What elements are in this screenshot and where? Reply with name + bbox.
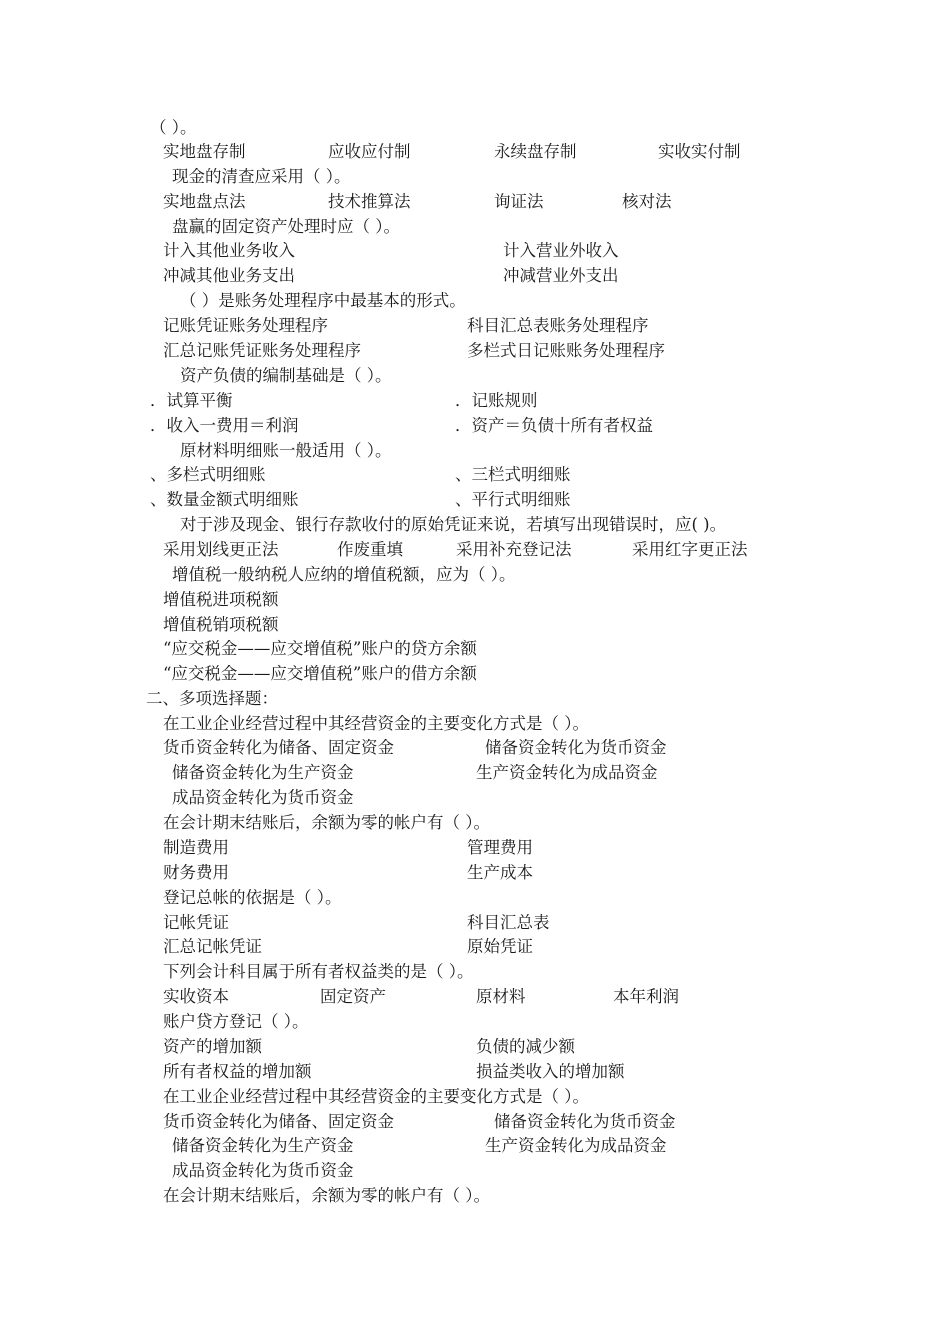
text-line-35 [0, 959, 950, 984]
text-segment: 冲减其他业务支出 [163, 266, 295, 285]
text-segment: 采用划线更正法 [163, 540, 279, 559]
text-segment: 、多栏式明细账 [150, 465, 266, 484]
text-line-10 [0, 338, 950, 363]
text-line-22 [0, 636, 950, 661]
text-segment: 下列会计科目属于所有者权益类的是（ ）。 [163, 962, 474, 981]
text-segment: 记帐凭证 [163, 913, 229, 932]
text-segment: 货币资金转化为储备、固定资金 [163, 738, 394, 757]
text-segment: 生产资金转化为成品资金 [485, 1136, 667, 1155]
text-line-26 [0, 735, 950, 760]
text-segment: 询证法 [494, 192, 544, 211]
text-segment: 制造费用 [163, 838, 229, 857]
text-line-13 [0, 413, 950, 438]
text-segment: 记账凭证账务处理程序 [163, 316, 328, 335]
text-segment: 储备资金转化为生产资金 [172, 763, 354, 782]
text-segment: 实地盘点法 [163, 192, 246, 211]
text-line-34 [0, 934, 950, 959]
text-segment: 生产成本 [467, 863, 533, 882]
text-line-21 [0, 612, 950, 637]
text-line-3 [0, 164, 950, 189]
text-line-11 [0, 363, 950, 388]
text-segment: 二、多项选择题： [146, 689, 278, 708]
text-segment: 在会计期末结账后，余额为零的帐户有（ ）。 [163, 813, 490, 832]
text-line-30 [0, 835, 950, 860]
text-segment: 现金的清查应采用（ ）。 [172, 167, 351, 186]
text-segment: 资产的增加额 [163, 1037, 262, 1056]
text-segment: 原材料明细账一般适用（ ）。 [180, 441, 392, 460]
text-segment: 所有者权益的增加额 [163, 1062, 312, 1081]
text-segment: 增值税一般纳税人应纳的增值税额，应为（ ）。 [172, 565, 516, 584]
text-line-38 [0, 1034, 950, 1059]
text-segment: 储备资金转化为生产资金 [172, 1136, 354, 1155]
text-segment: ．记账规则 [455, 391, 538, 410]
text-line-25 [0, 711, 950, 736]
text-line-42 [0, 1133, 950, 1158]
text-segment: （ ）是账务处理程序中最基本的形式。 [180, 291, 466, 310]
text-line-6 [0, 238, 950, 263]
text-line-29 [0, 810, 950, 835]
text-segment: 资产负债的编制基础是（ ）。 [180, 366, 392, 385]
text-line-41 [0, 1109, 950, 1134]
text-segment: 储备资金转化为货币资金 [485, 738, 667, 757]
text-line-16 [0, 487, 950, 512]
text-segment: 、数量金额式明细账 [150, 490, 299, 509]
text-segment: 冲减营业外支出 [503, 266, 619, 285]
text-line-33 [0, 910, 950, 935]
text-segment: 盘赢的固定资产处理时应（ ）。 [172, 217, 400, 236]
text-line-24 [0, 686, 950, 711]
text-segment: “应交税金——应交增值税”账户的借方余额 [163, 664, 477, 683]
text-line-4 [0, 189, 950, 214]
text-segment: 成品资金转化为货币资金 [172, 1161, 354, 1180]
text-segment: 实收实付制 [658, 142, 741, 161]
text-segment: 、三栏式明细账 [455, 465, 571, 484]
text-segment: 生产资金转化为成品资金 [476, 763, 658, 782]
text-segment: 损益类收入的增加额 [476, 1062, 625, 1081]
text-segment: 储备资金转化为货币资金 [494, 1112, 676, 1131]
text-segment: 核对法 [622, 192, 672, 211]
text-line-7 [0, 263, 950, 288]
text-line-8 [0, 288, 950, 313]
text-segment: 技术推算法 [328, 192, 411, 211]
text-line-44 [0, 1183, 950, 1208]
text-segment: 科目汇总表账务处理程序 [467, 316, 649, 335]
text-line-18 [0, 537, 950, 562]
text-line-1 [0, 115, 950, 140]
text-line-5 [0, 214, 950, 239]
text-segment: 在会计期末结账后，余额为零的帐户有（ ）。 [163, 1186, 490, 1205]
text-line-28 [0, 785, 950, 810]
text-segment: 汇总记账凭证账务处理程序 [163, 341, 361, 360]
text-segment: 计入其他业务收入 [163, 241, 295, 260]
text-segment: ．收入一费用＝利润 [150, 416, 299, 435]
text-segment: 采用红字更正法 [632, 540, 748, 559]
text-segment: 应收应付制 [328, 142, 411, 161]
text-segment: 多栏式日记账账务处理程序 [467, 341, 665, 360]
text-line-23 [0, 661, 950, 686]
text-segment: 成品资金转化为货币资金 [172, 788, 354, 807]
text-segment: 固定资产 [320, 987, 386, 1006]
text-line-14 [0, 438, 950, 463]
text-segment: 增值税销项税额 [163, 615, 279, 634]
text-line-15 [0, 462, 950, 487]
text-line-9 [0, 313, 950, 338]
text-segment: 账户贷方登记（ ）。 [163, 1012, 309, 1031]
text-segment: ．试算平衡 [150, 391, 233, 410]
text-segment: 本年利润 [613, 987, 679, 1006]
text-segment: 对于涉及现金、银行存款收付的原始凭证来说，若填写出现错误时，应( )。 [180, 515, 727, 534]
text-line-2 [0, 139, 950, 164]
text-segment: 在工业企业经营过程中其经营资金的主要变化方式是（ ）。 [163, 1087, 589, 1106]
text-line-12 [0, 388, 950, 413]
text-segment: （ ）。 [150, 118, 197, 137]
text-segment: ．资产＝负债十所有者权益 [455, 416, 653, 435]
text-line-39 [0, 1059, 950, 1084]
text-segment: 在工业企业经营过程中其经营资金的主要变化方式是（ ）。 [163, 714, 589, 733]
text-line-27 [0, 760, 950, 785]
text-segment: 原始凭证 [467, 937, 533, 956]
text-segment: 管理费用 [467, 838, 533, 857]
text-segment: 财务费用 [163, 863, 229, 882]
text-segment: 实收资本 [163, 987, 229, 1006]
text-line-20 [0, 587, 950, 612]
text-segment: “应交税金——应交增值税”账户的贷方余额 [163, 639, 477, 658]
text-segment: 科目汇总表 [467, 913, 550, 932]
text-line-32 [0, 885, 950, 910]
text-line-17 [0, 512, 950, 537]
text-line-36 [0, 984, 950, 1009]
text-segment: 永续盘存制 [494, 142, 577, 161]
text-segment: 计入营业外收入 [503, 241, 619, 260]
text-segment: 货币资金转化为储备、固定资金 [163, 1112, 394, 1131]
text-segment: 增值税进项税额 [163, 590, 279, 609]
text-segment: 采用补充登记法 [456, 540, 572, 559]
text-segment: 实地盘存制 [163, 142, 246, 161]
text-segment: 负债的减少额 [476, 1037, 575, 1056]
text-segment: 作废重填 [337, 540, 403, 559]
text-segment: 汇总记帐凭证 [163, 937, 262, 956]
text-segment: 、平行式明细账 [455, 490, 571, 509]
text-line-31 [0, 860, 950, 885]
text-segment: 登记总帐的依据是（ ）。 [163, 888, 342, 907]
text-line-43 [0, 1158, 950, 1183]
text-line-37 [0, 1009, 950, 1034]
text-line-40 [0, 1084, 950, 1109]
text-line-19 [0, 562, 950, 587]
text-segment: 原材料 [476, 987, 526, 1006]
